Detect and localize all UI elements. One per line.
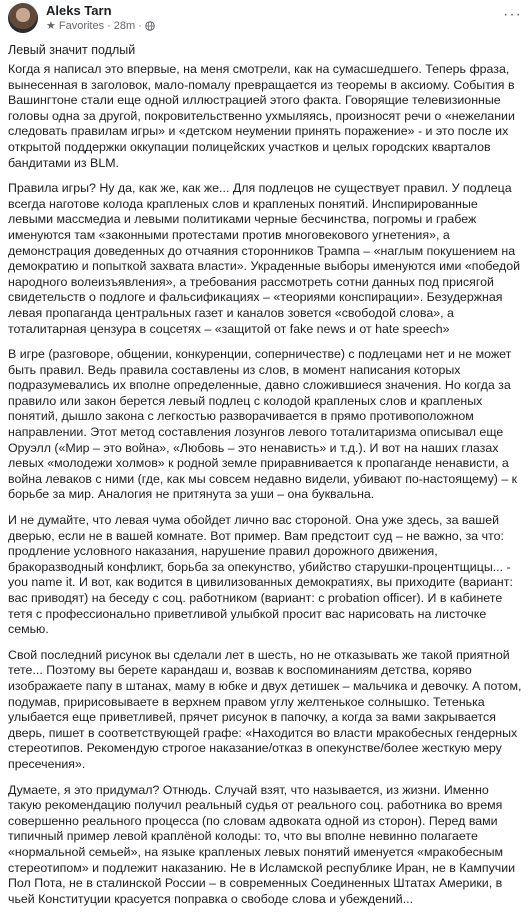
post-paragraph-4: И не думайте, что левая чума обойдет лично вас стороной. Она уже здесь, за вашей дверью, если не в вашей комнате. Вот пример. Вам предстоит суд – не важно, за что: продление условного наказания, нарушение правил дорожного движения, бракоразводный конфликт, борьба за опекунство, убийство старушки-процентщицы... - you name it. И вот, как водится в цивилизованных демократиях, вы приходите (вариант: вас приводят) на беседу с соц. работником (вариант: с probation officer). И в кабинете тетя с профессионально приветливой улыбкой просит вас нарисовать на листочке семью. [8, 513, 513, 637]
meta-separator: · [107, 19, 111, 32]
post-paragraph-3: В игре (разговоре, общении, конкуренции, соперничестве) с подлецами нет и не может быть правил. Ведь правила составлены из слов, в момент написания которых подразумевались их вполне определенные, давно сложившиеся значения. Но когда за правило или закон берется левый подлец с колодой крапленых слов и крапленых понятий, дышло закона с легкостью разворачивается в прямо противоположном направлении. Этот метод составления лозунгов левого тоталитаризма описывал еще Оруэлл («Мир – это война», «Любовь – это ненависть» и т.д.). И вот на наших глазах левых «молодежи холмов» к родной земле приравнивается к пропаганде ненависти, а война леваков с ними (где, как мы совсем недавно видели, убивают по-настоящему) – к борьбе за мир. Аналогия не притянута за уши – она буквальна. [8, 347, 518, 502]
globe-icon [145, 21, 155, 31]
post-body [8, 62, 522, 917]
post-paragraph-1: Когда я написал это впервые, на меня смотрели, как на сумасшедшего. Теперь фраза, вынесенная в заголовок, мало-помалу превращается из теоремы в аксиому. События в Вашингтоне стали еще одной иллюстрацией этого факта. Говорящие телевизионные головы одна за другой, покровительственно ухмыляясь, произносят речи о «нежелании следовать правилам игры» и «детском неумении принять поражение» - и это после их открытой поддержки оккупации полицейских участков и целых городских кварталов бандитами из BLM. [8, 62, 515, 170]
author-name[interactable]: Aleks Tarn [46, 3, 112, 18]
post-paragraph-5: Свой последний рисунок вы сделали лет в шесть, но не отказывать же такой приятной тете... Поэтому вы берете карандаш и, возвав к воспоминаниям детства, коряво изображаете папу в штанах, маму в юбке и двух детишек – мальчика и девочку. А потом, подумав, пририсовываете в верхнем правом углу желтенькое солнышко. Тетенька улыбается еще приветливей, прячет рисунок в папочку, а когда за вами закрывается дверь, пишет в соответствующей графе: «Находится во власти мракобесных гендерных стереотипов. Рекомендую строгое наказание/отказ в опекунстве/более жесткую меру пресечения». [8, 647, 522, 771]
meta-separator-2: · [138, 19, 142, 32]
post-paragraph-2: Правила игры? Ну да, как же, как же... Для подлецов не существует правил. У подлеца всегда наготове колода крапленых слов и крапленых понятий. Инспирированные левыми массмедиа и левыми политиками черные бесчинства, погромы и грабеж именуются там «законными протестами против многовекового угнетения», а демонстрация доведенных до отчаяния сторонников Трампа – «наглым покушением на демократию и попыткой захвата власти». Украденные выборы именуются ими «победой народного волеизъявления», а требования рассмотреть сотни данных под присягой свидетельств о подлоге и фальсификациях – «теориями конспирации». Безудержная левая пропаганда центральных газет и каналов зовется «свободой слова», а тоталитарная цензура в соцсетях – «защитой от fake news и от hate speech» [8, 181, 521, 336]
star-icon: ★ [46, 20, 56, 32]
more-options-icon[interactable]: ··· [503, 6, 522, 23]
post-paragraph-6: Думаете, я это придумал? Отнюдь. Случай взят, что называется, из жизни. Именно такую рекомендацию получил реальный судья от реального соц. работника во время совершенно реального процесса (по словам адвоката одной из сторон). Перед вами типичный пример левой краплёной колоды: то, что вы вполне невинно полагаете «нормальной семьей», на языке крапленых левых понятий именуется «мракобесным стереотипом» и подлежит наказанию. Не в Исламской республике Иран, не в Кампучии Пол Пота, не в сталинской России – в современных Соединенных Штатах Америки, в чьей Конституции красуется поправка о свободе слова и убеждений... [8, 782, 516, 906]
post-meta [46, 19, 155, 32]
post-header [0, 0, 532, 42]
post-title: Левый значит подлый [8, 43, 136, 57]
audience-label[interactable]: Favorites [58, 19, 105, 32]
post-time[interactable]: 28m [113, 19, 136, 32]
avatar[interactable] [8, 3, 38, 33]
